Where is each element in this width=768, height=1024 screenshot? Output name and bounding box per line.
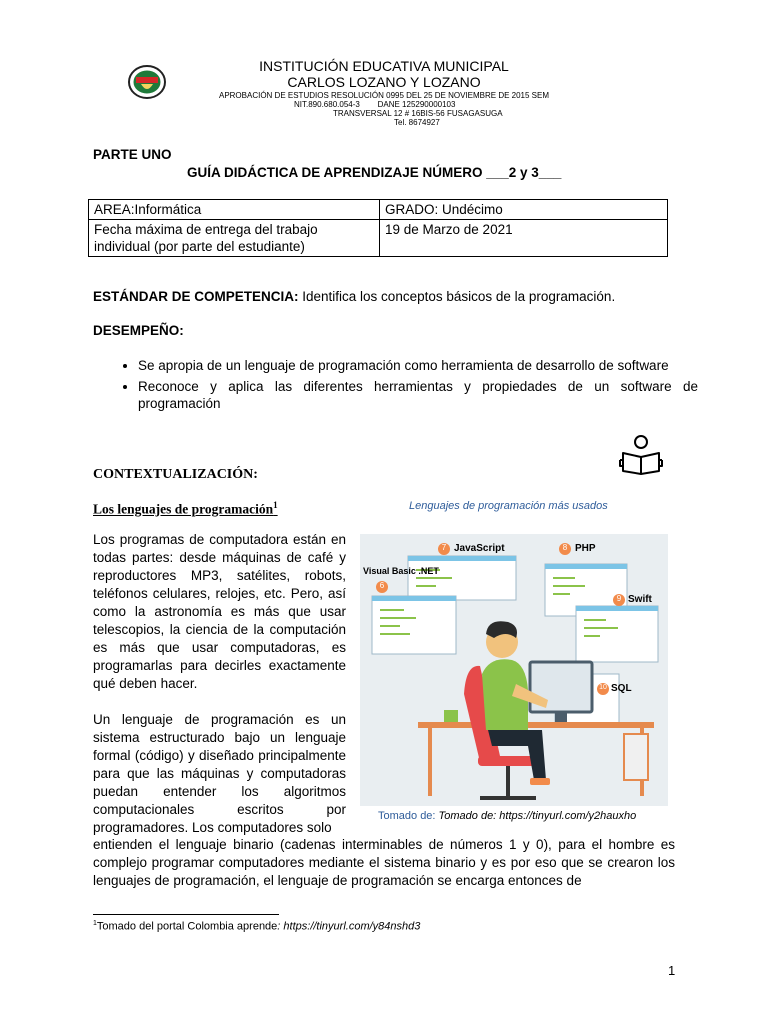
estandar-competencia	[93, 288, 615, 306]
label-php: PHP	[575, 543, 596, 554]
paragraph-3: entienden el lenguaje binario (cadenas interminables de números 1 y 0), para el hombre es complejo programar computadores mediante el sistema binario y es por eso que se crearon los lenguajes de programación, el lenguaje de programación se encarga entonces de	[93, 837, 675, 888]
grado-cell: GRADO: Undécimo	[380, 200, 668, 220]
fecha-label-cell: Fecha máxima de entrega del trabajo individual (por parte del estudiante)	[89, 220, 380, 257]
estandar-label: ESTÁNDAR DE COMPETENCIA:	[93, 289, 299, 304]
footnote	[93, 920, 420, 933]
area-cell: AREA:Informática	[89, 200, 380, 220]
figure-caption-bottom	[378, 810, 636, 822]
list-item: • Se apropia de un lenguaje de programación como herramienta de desarrollo de software	[138, 357, 698, 374]
badge-number-vb: 6	[379, 581, 385, 590]
info-table	[88, 199, 668, 257]
contextualizacion-heading: CONTEXTUALIZACIÓN:	[93, 467, 258, 482]
estandar-text: Identifica los conceptos básicos de la programación.	[298, 289, 616, 304]
school-name-line1: INSTITUCIÓN EDUCATIVA MUNICIPAL	[259, 58, 509, 74]
badge-number-php: 8	[562, 543, 568, 552]
label-javascript: JavaScript	[454, 543, 505, 554]
school-name-line2: CARLOS LOZANO Y LOZANO	[287, 74, 481, 90]
section-title	[93, 500, 278, 518]
caption-prefix: Tomado de:	[378, 810, 439, 822]
label-visual-basic: Visual Basic .NET	[363, 566, 439, 576]
programming-languages-illustration	[360, 534, 668, 806]
caption-text: Tomado de: https://tinyurl.com/y2hauxho	[438, 810, 637, 822]
page-number: 1	[668, 963, 676, 978]
figure-caption-top: Lenguajes de programación más usados	[409, 500, 608, 512]
nit-dane-line: NIT.890.680.054-3 DANE 125290000103	[294, 100, 456, 109]
part-title: PARTE UNO	[93, 147, 172, 162]
footnote-divider	[93, 914, 279, 915]
phone-line: Tel. 8674927	[394, 118, 440, 127]
label-swift: Swift	[628, 594, 652, 605]
label-sql: SQL	[611, 683, 632, 694]
fecha-value-cell: 19 de Marzo de 2021	[380, 220, 668, 257]
address-line: TRANSVERSAL 12 # 16BIS-56 FUSAGASUGA	[333, 109, 503, 118]
footnote-url: : https://tinyurl.com/y84nshd3	[277, 920, 421, 933]
desempeno-list	[112, 357, 698, 416]
footnote-mark: 1	[93, 920, 97, 927]
section-title-text: Los lenguajes de programación	[93, 501, 274, 517]
badge-number-swift: 9	[616, 594, 622, 603]
badge-number-js: 7	[441, 543, 447, 552]
paragraph-2: Un lenguaje de programación es un sistema estructurado bajo un lenguaje formal (código) y diseñado principalmente para que las máquinas y computadoras puedan entender los algoritmos computacionales escritos por programadores. Los computadores solo	[93, 712, 346, 835]
paragraph-1: Los programas de computadora están en todas partes: desde máquinas de café y reproductores MP3, satélites, robots, teléfonos celulares, relojes, etc. Pero, así como la astronomía es más que usar telescopios, la ciencia de la computación es más que usar computadoras, es programarlas para decirles exactamente qué deben hacer.	[93, 532, 346, 691]
approval-line: APROBACIÓN DE ESTUDIOS RESOLUCIÓN 0995 DEL 25 DE NOVIEMBRE DE 2015 SEM	[218, 91, 550, 100]
list-item: • Reconoce y aplica las diferentes herramientas y propiedades de un software de programación	[138, 378, 698, 412]
footnote-text: Tomado del portal Colombia aprende	[96, 920, 278, 933]
guide-title: GUÍA DIDÁCTICA DE APRENDIZAJE NÚMERO ___2 y 3___	[187, 165, 562, 180]
reading-person-icon	[617, 433, 665, 475]
desempeno-label: DESEMPEÑO:	[93, 323, 184, 338]
badge-number-sql: 10	[599, 684, 607, 691]
footnote-ref: 1	[273, 500, 278, 510]
